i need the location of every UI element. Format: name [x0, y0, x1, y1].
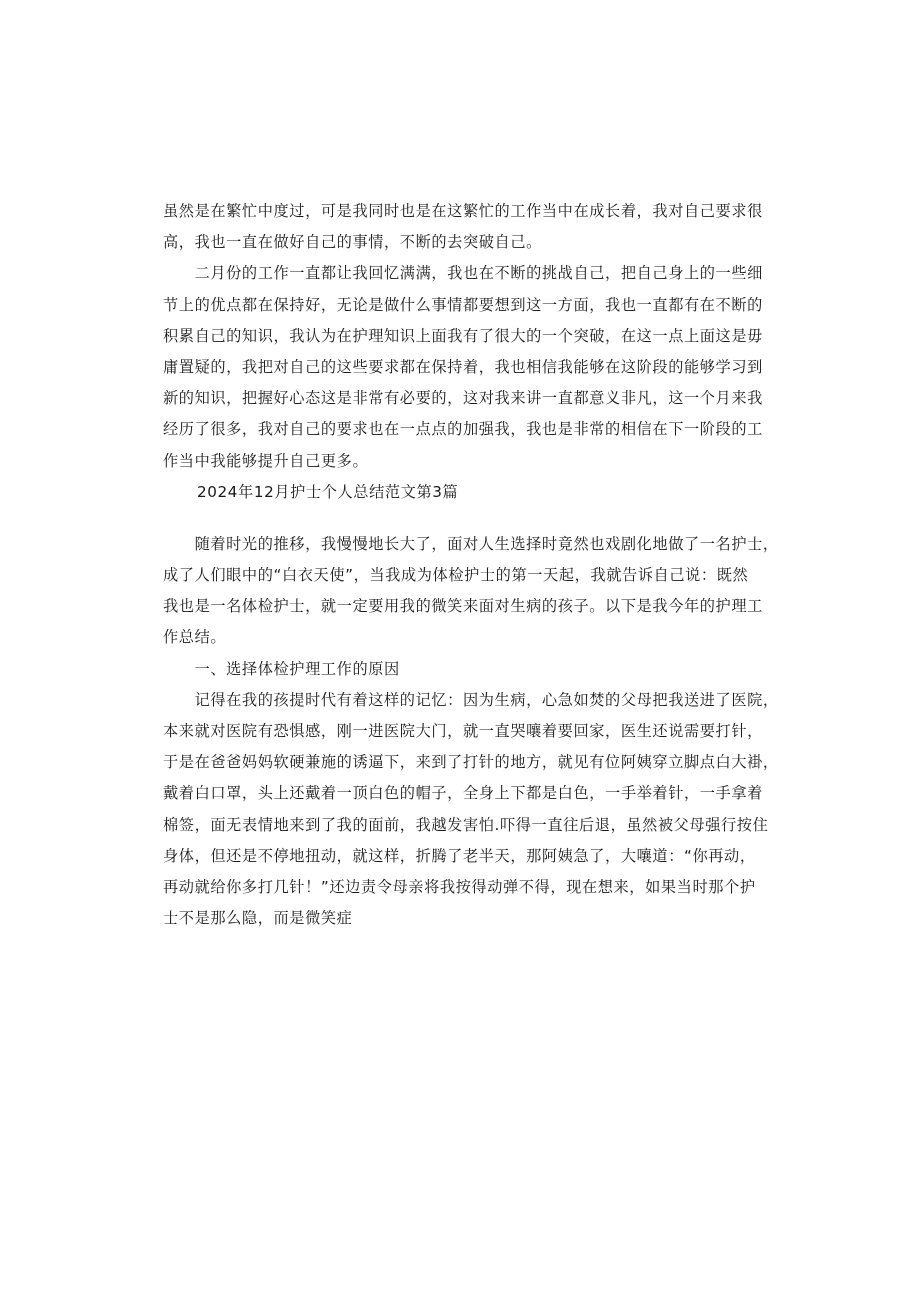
document-page — [163, 196, 779, 934]
text-line: 节上的优点都在保持好，无论是做什么事情都要想到这一方面，我也一直都有在不断的 — [163, 295, 763, 314]
text-line: 于是在爸爸妈妈软硬兼施的诱逼下，来到了打针的地方，就见有位阿姨穿立脚点白大褂， — [163, 753, 779, 772]
text-line: 记得在我的孩提时代有着这样的记忆：因为生病，心急如焚的父母把我送进了医院， — [163, 690, 779, 709]
text-line: 身体，但还是不停地扭动，就这样，折腾了老半天，那阿姨急了，大嚷道：“你再动， — [163, 846, 756, 865]
heading-spacer — [163, 508, 775, 529]
text-line: 我也是一名体检护士，就一定要用我的微笑来面对生病的孩子。以下是我今年的护理工 — [163, 597, 763, 616]
text-line: 积累自己的知识，我认为在护理知识上面我有了很大的一个突破，在这一点上面这是毋 — [163, 326, 763, 345]
text-line: 庸置疑的，我把对自己的这些要求都在保持着，我也相信我能够在这阶段的能够学习到 — [163, 357, 763, 376]
paragraph-p1 — [163, 196, 775, 258]
paragraph-p2 — [163, 258, 775, 476]
text-line: 高，我也一直在做好自己的事情，不断的去突破自己。 — [163, 233, 542, 252]
document-body-bottom — [163, 529, 779, 934]
text-line: 二月份的工作一直都让我回忆满满，我也在不断的挑战自己，把自己身上的一些细 — [163, 264, 763, 283]
text-line: 戴着白口罩，头上还戴着一顶白色的帽子，全身上下都是白色，一手举着针，一手拿着 — [163, 784, 763, 803]
text-line: 一、选择体检护理工作的原因 — [163, 659, 400, 678]
paragraph-p3 — [163, 529, 779, 654]
text-line: 新的知识，把握好心态这是非常有必要的，这对我来讲一直都意义非凡，这一个月来我 — [163, 389, 763, 408]
section-heading: 2024年12月护士个人总结范文第3篇 — [197, 482, 459, 501]
text-line: 再动就给你多打几针！”还边责令母亲将我按得动弹不得，现在想来，如果当时那个护 — [163, 877, 756, 896]
text-line: 作当中我能够提升自己更多。 — [163, 451, 369, 470]
text-line: 虽然是在繁忙中度过，可是我同时也是在这繁忙的工作当中在成长着，我对自己要求很 — [163, 202, 763, 220]
paragraph-p5 — [163, 685, 779, 935]
paragraph-p4 — [163, 654, 775, 685]
text-line: 棉签，面无表情地来到了我的面前，我越发害怕.吓得一直往后退，虽然被父母强行按住 — [163, 815, 769, 834]
document-body-top — [163, 196, 775, 477]
text-line: 本来就对医院有恐惧感，刚一进医院大门，就一直哭嚷着要回家，医生还说需要打针， — [163, 722, 763, 741]
text-line: 随着时光的推移，我慢慢地长大了，面对人生选择时竟然也戏剧化地做了一名护士， — [163, 534, 779, 553]
text-line: 士不是那么隐，而是微笑症 — [163, 909, 353, 928]
text-line: 作总结。 — [163, 628, 227, 647]
text-line: 成了人们眼中的“白衣天使”，当我成为体检护士的第一天起，我就告诉自己说：既然 — [163, 566, 749, 585]
text-line: 经历了很多，我对自己的要求也在一点点的加强我，我也是非常的相信在下一阶段的工 — [163, 420, 763, 439]
